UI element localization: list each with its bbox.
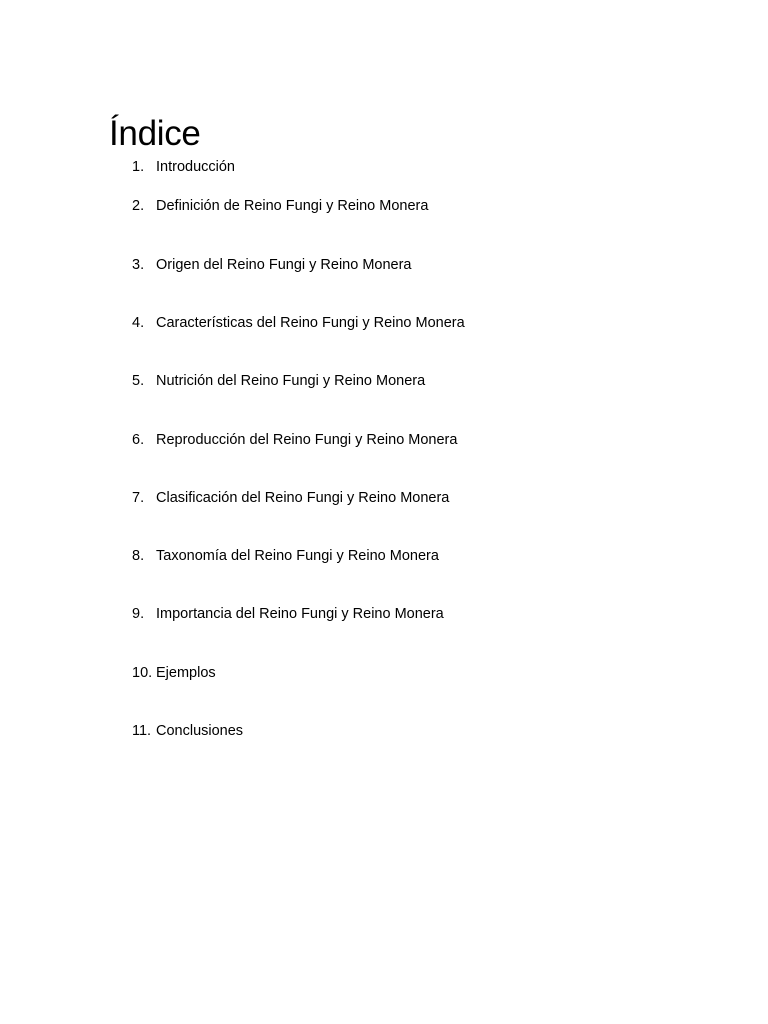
toc-item-number: 5. bbox=[132, 373, 145, 389]
toc-item-reproduccion bbox=[0, 430, 768, 450]
toc-item-taxonomia bbox=[0, 546, 768, 566]
toc-item-number: 2. bbox=[132, 198, 145, 214]
toc-item-ejemplos bbox=[0, 663, 768, 683]
toc-item-number: 3. bbox=[132, 257, 145, 273]
toc-item-text: Definición de Reino Fungi y Reino Monera bbox=[156, 198, 429, 214]
toc-item-definicion bbox=[0, 196, 768, 216]
toc-item-text: Reproducción del Reino Fungi y Reino Monera bbox=[156, 432, 458, 448]
toc-item-conclusiones bbox=[0, 721, 768, 741]
toc-item-text: Nutrición del Reino Fungi y Reino Monera bbox=[156, 373, 426, 389]
toc-item-introduccion bbox=[0, 157, 768, 177]
toc-item-origen bbox=[0, 255, 768, 275]
toc-item-text: Características del Reino Fungi y Reino Monera bbox=[156, 315, 465, 331]
toc-item-text: Clasificación del Reino Fungi y Reino Monera bbox=[156, 490, 450, 506]
toc-item-text: Introducción bbox=[156, 159, 235, 175]
toc-item-nutricion bbox=[0, 371, 768, 391]
toc-item-number: 7. bbox=[132, 490, 145, 506]
toc-item-clasificacion bbox=[0, 488, 768, 508]
toc-item-caracteristicas bbox=[0, 313, 768, 333]
toc-item-number: 8. bbox=[132, 548, 145, 564]
page-title: Índice bbox=[109, 114, 201, 153]
toc-item-number: 4. bbox=[132, 315, 145, 331]
toc-item-text: Ejemplos bbox=[156, 665, 216, 681]
toc-item-importancia bbox=[0, 604, 768, 624]
toc-item-number: 10. bbox=[132, 665, 153, 681]
toc-item-text: Origen del Reino Fungi y Reino Monera bbox=[156, 257, 412, 273]
toc-item-text: Conclusiones bbox=[156, 723, 244, 739]
toc-item-number: 1. bbox=[132, 159, 145, 175]
toc-item-number: 6. bbox=[132, 432, 145, 448]
toc-item-text: Importancia del Reino Fungi y Reino Monera bbox=[156, 606, 444, 622]
toc-item-number: 9. bbox=[132, 606, 145, 622]
toc-item-number: 11. bbox=[132, 723, 152, 739]
toc-item-text: Taxonomía del Reino Fungi y Reino Monera bbox=[156, 548, 439, 564]
